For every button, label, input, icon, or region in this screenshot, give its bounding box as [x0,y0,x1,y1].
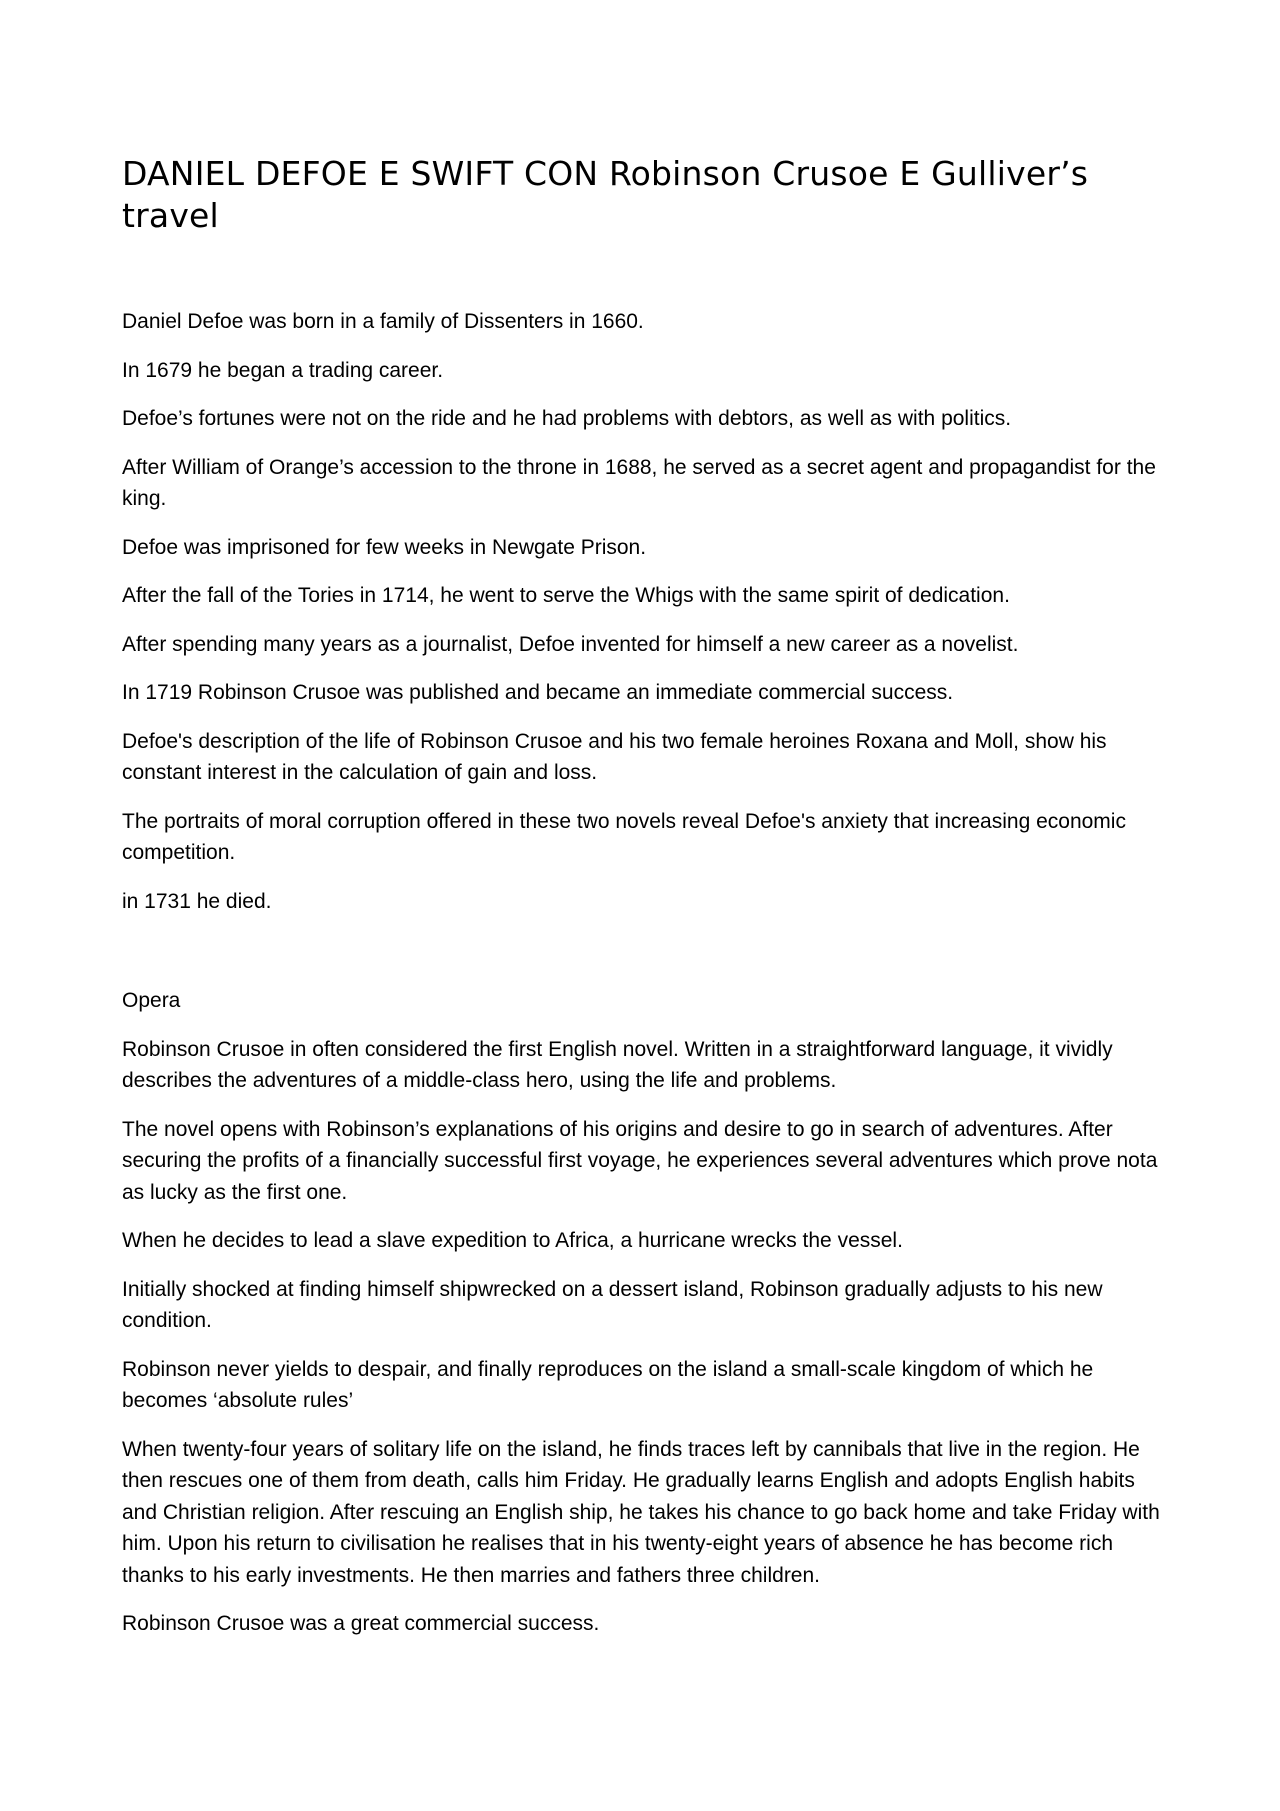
paragraph: After the fall of the Tories in 1714, he went to serve the Whigs with the same spirit of dedication. [122,584,1010,607]
paragraph: The novel opens with Robinson’s explanations of his origins and desire to go in search of adventures. After securing the profits of a financially successful first voyage, he experiences several adventures which prove nota as lucky as the first one. [122,1117,1158,1204]
paragraph: The portraits of moral corruption offered in these two novels reveal Defoe's anxiety that increasing economic competition. [122,809,1126,864]
paragraph: In 1719 Robinson Crusoe was published and became an immediate commercial success. [122,681,954,704]
paragraph: Robinson Crusoe was a great commercial success. [122,1612,600,1635]
paragraph: When he decides to lead a slave expedition to Africa, a hurricane wrecks the vessel. [122,1229,903,1252]
paragraph: After William of Orange’s accession to the throne in 1688, he served as a secret agent and propagandist for the king. [122,455,1156,510]
paragraph: Defoe was imprisoned for few weeks in Newgate Prison. [122,535,647,559]
paragraph: in 1731 he died. [122,889,272,913]
biography-section [122,306,1167,934]
works-section [122,985,1167,1657]
paragraph: Robinson never yields to despair, and finally reproduces on the island a small-scale kingdom of which he becomes ‘absolute rules’ [122,1357,1094,1412]
paragraph: Daniel Defoe was born in a family of Dissenters in 1660. [122,310,644,333]
document-title: DANIEL DEFOE E SWIFT CON Robinson Crusoe E Gulliver’s travel [122,154,1089,235]
paragraph: After spending many years as a journalist, Defoe invented for himself a new career as a novelist. [122,632,1019,656]
paragraph: When twenty-four years of solitary life on the island, he finds traces left by cannibals that live in the region. He then rescues one of them from death, calls him Friday. He gradually learns English and adopts English habits and Christian religion. After rescuing an English ship, he takes his chance to go back home and take Friday with him. Upon his return to civilisation he realises that in his twenty-eight years of absence he has become rich thanks to his early investments. He then marries and fathers three children. [122,1437,1160,1587]
paragraph: Defoe's description of the life of Robinson Crusoe and his two female heroines Roxana and Moll, show his constant interest in the calculation of gain and loss. [122,729,1107,784]
paragraph: Defoe’s fortunes were not on the ride and he had problems with debtors, as well as with politics. [122,407,1012,430]
paragraph: Robinson Crusoe in often considered the first English novel. Written in a straightforward language, it vividly describes the adventures of a middle-class hero, using the life and problems. [122,1037,1113,1092]
paragraph: In 1679 he began a trading career. [122,358,444,382]
paragraph: Initially shocked at finding himself shipwrecked on a dessert island, Robinson gradually adjusts to his new condition. [122,1277,1103,1332]
section-heading: Opera [122,989,181,1012]
